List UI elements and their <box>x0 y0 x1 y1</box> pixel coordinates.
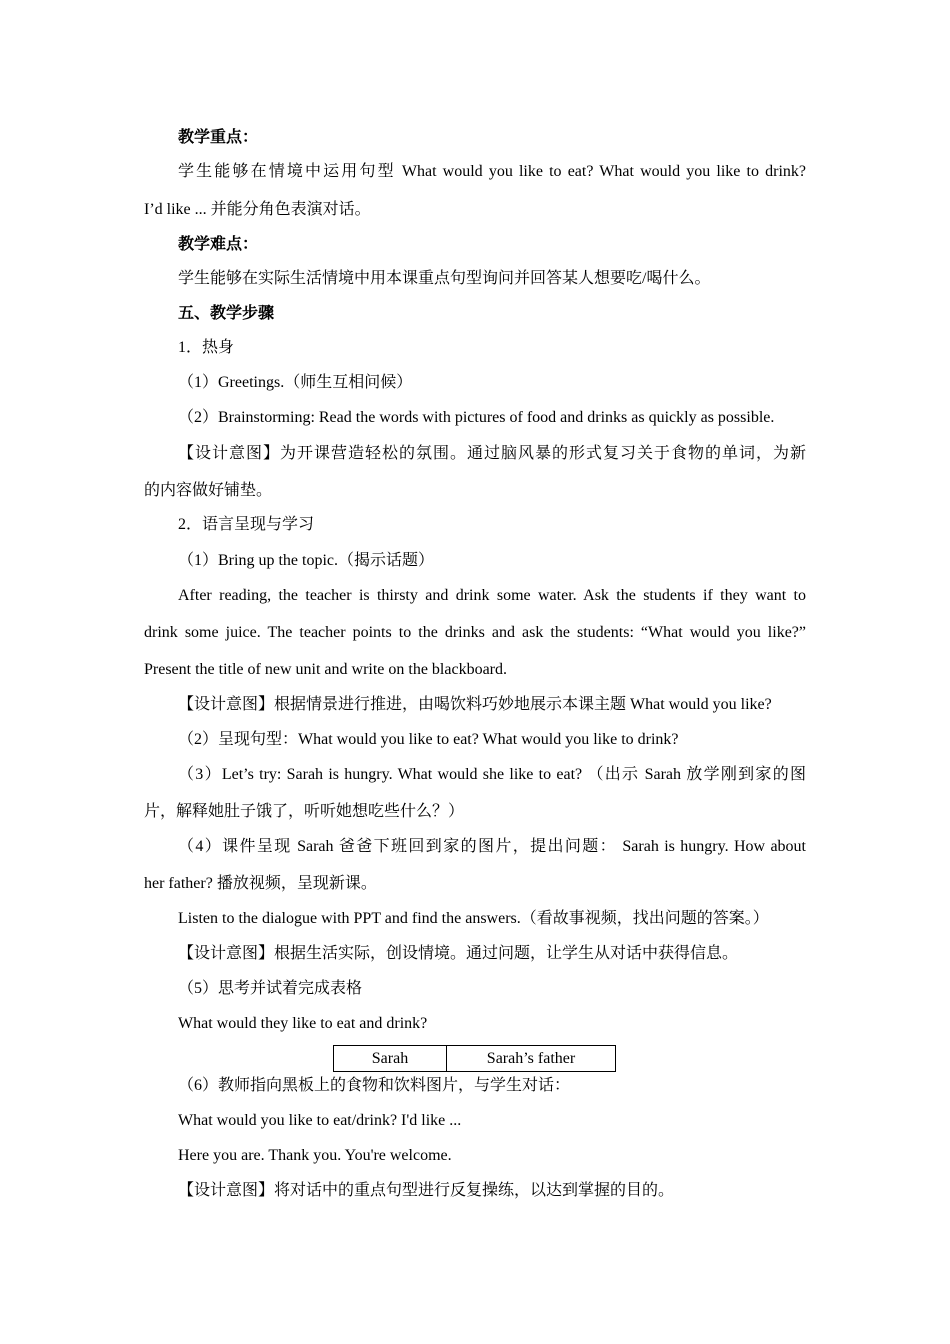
step-2-item-3-line2: 片，解释她肚子饿了，听听她想吃些什么？） <box>144 803 465 820</box>
paragraph-focus-line2: I’d like ... 并能分角色表演对话。 <box>144 201 371 218</box>
step-2-item-5: （5）思考并试着完成表格 <box>178 980 363 997</box>
step-2-item-3-line1: （3）Let’s try: Sarah is hungry. What would she like to eat? （出示 Sarah 放学刚到家的图 <box>178 766 806 783</box>
step-2-item-6: （6）教师指向黑板上的食物和饮料图片，与学生对话： <box>178 1077 571 1094</box>
step-2-item-2: （2）呈现句型：What would you like to eat? What would you like to drink? <box>178 731 679 748</box>
heading-teaching-focus: 教学重点： <box>178 129 259 146</box>
step-2-item-4-line1: （4）课件呈现 Sarah 爸爸下班回到家的图片，提出问题： Sarah is hungry. How about <box>178 838 806 855</box>
paragraph-difficulty: 学生能够在实际生活情境中用本课重点句型询问并回答某人想要吃/喝什么。 <box>178 270 711 287</box>
step-2-item-4-line2: her father? 播放视频，呈现新课。 <box>144 875 377 892</box>
dialogue-line-1: What would you like to eat/drink? I'd like ... <box>178 1112 462 1129</box>
answer-table <box>333 1045 616 1072</box>
dialogue-line-2: Here you are. Thank you. You're welcome. <box>178 1147 452 1164</box>
design-intent-2: 【设计意图】根据情景进行推进，由喝饮料巧妙地展示本课主题 What would you like? <box>178 696 772 713</box>
table-row <box>334 1046 616 1072</box>
step-1-item-2: （2）Brainstorming: Read the words with pictures of food and drinks as quickly as possible. <box>178 409 775 426</box>
design-intent-1-line1: 【设计意图】为开课营造轻松的氛围。通过脑风暴的形式复习关于食物的单词，为新 <box>178 445 806 462</box>
step-1-item-1: （1）Greetings.（师生互相问候） <box>178 374 413 391</box>
table-header-cell: Sarah’s father <box>447 1046 616 1072</box>
step-2-title: 2．语言呈现与学习 <box>178 516 315 533</box>
heading-teaching-difficulty: 教学难点： <box>178 236 259 253</box>
paragraph-reading-line1: After reading, the teacher is thirsty and drink some water. Ask the students if they want to <box>178 587 806 604</box>
paragraph-focus-line1: 学生能够在情境中运用句型 What would you like to eat? What would you like to drink? <box>178 163 806 180</box>
step-2-item-1: （1）Bring up the topic.（揭示话题） <box>178 552 434 569</box>
heading-teaching-steps: 五、教学步骤 <box>178 305 275 322</box>
design-intent-1-line2: 的内容做好铺垫。 <box>144 482 273 499</box>
design-intent-3: 【设计意图】根据生活实际，创设情境。通过问题，让学生从对话中获得信息。 <box>178 945 739 962</box>
paragraph-reading-line2: drink some juice. The teacher points to the drinks and ask the students: “What would you like?” <box>144 624 806 641</box>
table-header-cell: Sarah <box>334 1046 447 1072</box>
design-intent-4: 【设计意图】将对话中的重点句型进行反复操练，以达到掌握的目的。 <box>178 1182 675 1199</box>
paragraph-listen: Listen to the dialogue with PPT and find the answers.（看故事视频，找出问题的答案。） <box>178 910 769 927</box>
question-eat-drink: What would they like to eat and drink? <box>178 1015 428 1032</box>
paragraph-reading-line3: Present the title of new unit and write on the blackboard. <box>144 661 508 678</box>
step-1-title: 1．热身 <box>178 339 235 356</box>
